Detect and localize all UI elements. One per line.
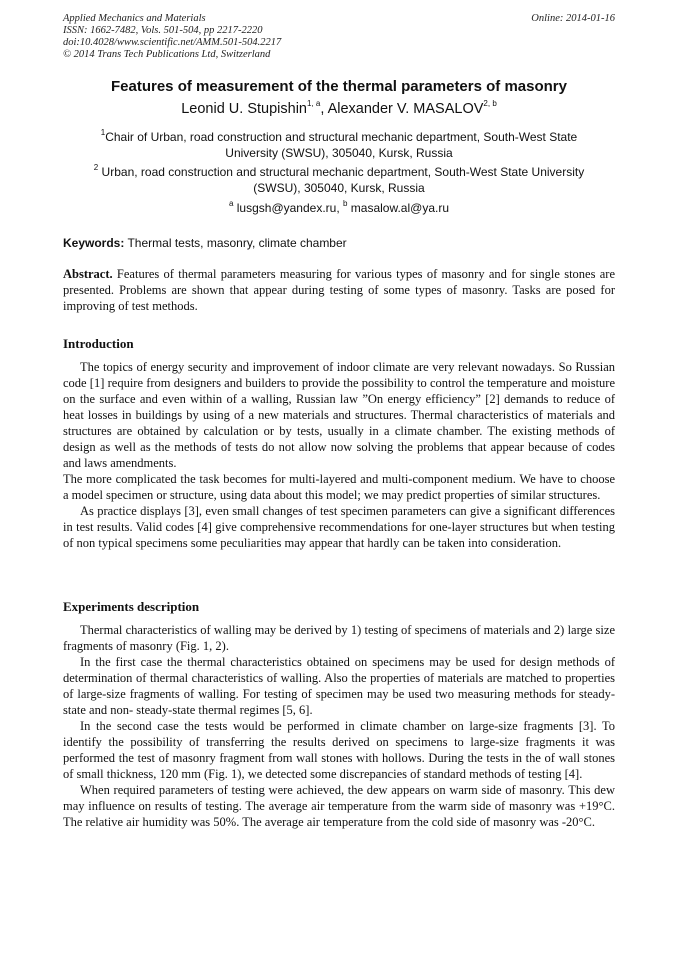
abstract-text: Features of thermal parameters measuring for various types of masonry and for single stones are presented. Problems are shown that appear during testing of some types of masonry. Tasks are posed for improving of test methods. [63,267,615,313]
email-b: masalow.al@ya.ru [347,201,450,215]
author-1: Leonid U. Stupishin [181,101,307,117]
author-2: Alexander V. MASALOV [327,101,484,117]
affiliation-2-sup: 2 [93,163,99,172]
keywords [63,236,347,250]
journal-copyright: © 2014 Trans Tech Publications Ltd, Switzerland [63,49,271,60]
affiliation-1 [80,129,598,161]
experiments-body [63,622,615,830]
affiliation-2-text: Urban, road construction and structural mechanic department, South-West State University (SWSU), 305040, Kursk, Russia [98,165,585,195]
intro-paragraph-1: The topics of energy security and improvement of indoor climate are very relevant nowadays. So Russian code [1] require from designers and builders to provide the possibility to control the temperature and moisture on the surface and even within of a walling, Russian law ”On energy efficiency” [2] demands to reduce of heat losses in buildings by using of a new materials and structures. Thermal characteristics of materials and structures are obtained by calculation or by tests, usually in a climate chamber. The existing methods of design as well as the methods of tests do not allow now solving the problems that appear because of codes and laws amendments. [63,360,615,470]
intro-paragraph-2: The more complicated the task becomes for multi-layered and multi-component medium. We have to choose a model specimen or structure, using data about this model; we may predict properties of similar structures. [63,472,615,502]
abstract [63,266,615,314]
exp-paragraph-3: In the second case the tests would be performed in climate chamber on large-size fragments [3]. To identify the possibility of transferring the results derived on specimens to large-size fragments it was performed the test of masonry fragment from wall stones with hollows. During the tests in the of wall stones of small thickness, 120 mm (Fig. 1), we detected some discrepancies of standard methods of testing [4]. [63,719,615,781]
exp-paragraph-1: Thermal characteristics of walling may be derived by 1) testing of specimens of materials and 2) large size fragments of masonry (Fig. 1, 2). [63,623,615,653]
journal-header [63,13,281,61]
affiliation-1-text: Chair of Urban, road construction and structural mechanic department, South-West State University (SWSU), 305040, Kursk, Russia [105,130,578,160]
email-a-sup: a [228,199,234,208]
journal-doi: doi:10.4028/www.scientific.net/AMM.501-504.2217 [63,37,282,48]
journal-issn: ISSN: 1662-7482, Vols. 501-504, pp 2217-2220 [63,25,263,36]
author-2-sup: 2, b [483,99,497,109]
paper-title: Features of measurement of the thermal parameters of masonry [111,78,567,95]
journal-name: Applied Mechanics and Materials [63,13,206,24]
affiliation-1-sup: 1 [100,128,106,137]
keywords-label: Keywords: [63,236,125,250]
email-b-sup: b [343,199,348,208]
intro-paragraph-3: As practice displays [3], even small changes of test specimen parameters can give a significant differences in test results. Valid codes [4] give comprehensive recommendations for one-layer structures but when testing of non typical specimens some peculiarities may appear that hardly can be taken into consideration. [63,504,615,550]
online-date: Online: 2014-01-16 [531,13,615,24]
section-heading-introduction: Introduction [63,336,134,351]
affiliation-2 [80,164,598,196]
exp-paragraph-2: In the first case the thermal characteristics obtained on specimens may be used for design methods of determination of thermal characteristics of walling. Also the properties of materials are matched to properties of large-size fragments of walling. For testing of specimen may be used two measuring methods for steady-state and non- steady-state thermal regimes [5, 6]. [63,655,615,717]
author-1-sup: 1, a [306,99,321,109]
section-heading-experiments: Experiments description [63,599,200,614]
exp-paragraph-4: When required parameters of testing were achieved, the dew appears on warm side of masonry. This dew may influence on results of testing. The average air temperature from the warm side of masonry was +19°C. The relative air humidity was 50%. The average air temperature from the cold side of masonry was -20°C. [63,783,615,829]
author-separator: , [320,101,328,117]
author-line [0,101,678,117]
introduction-body [63,359,615,551]
email-a: lusgsh@yandex.ru, [233,201,343,215]
email-line [0,201,678,215]
keywords-text: Thermal tests, masonry, climate chamber [124,236,347,250]
abstract-label: Abstract. [63,267,113,281]
